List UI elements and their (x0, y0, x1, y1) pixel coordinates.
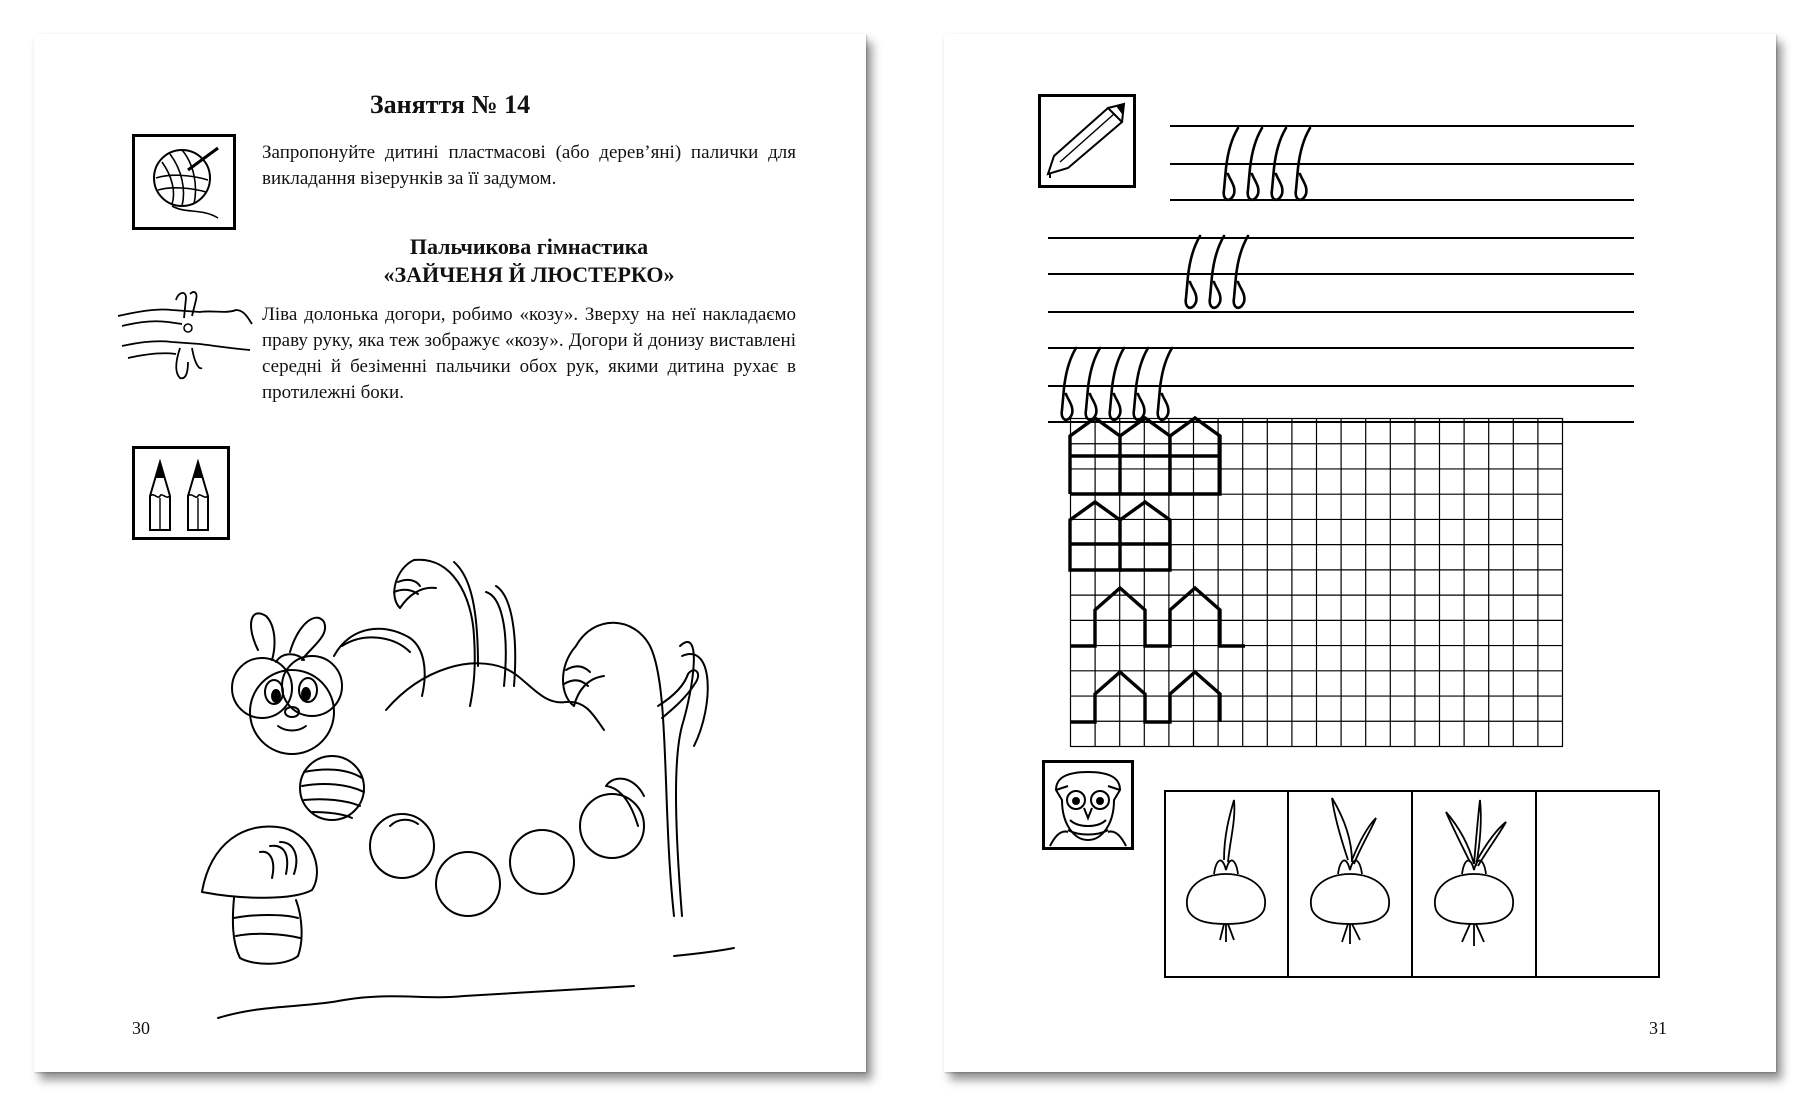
loop-glyph-row-2 (1186, 236, 1248, 308)
lesson-title: Заняття № 14 (369, 90, 531, 119)
hands-icon (116, 288, 256, 384)
bulb-one-sprout (1187, 800, 1265, 942)
gymnastics-text: Ліва долонька догори, робимо «козу». Зверху на неї накладаємо праву руку, яка теж зображує «козу». Догори й донизу виставлені середні й безіменні пальчики обох рук, якими дитина рухає в протилежні боки. (262, 304, 796, 403)
picture-sequence (1164, 790, 1660, 978)
gymnastics-heading: Пальчикова гімнастика (409, 234, 649, 259)
owl-icon (1042, 760, 1134, 850)
pattern-grid (1070, 418, 1564, 748)
caterpillar-illustration (174, 556, 794, 1036)
loop-glyph-row-3 (1062, 348, 1172, 420)
right-page (944, 34, 1776, 1072)
intro-text: Запропонуйте дитині пластмасові (або дерев’яні) палички для викладання візерунків за її задумом. (262, 142, 796, 189)
page-number-left: 30 (132, 1018, 150, 1038)
left-page (34, 34, 866, 1072)
two-pencils-icon (132, 446, 230, 540)
page-number-right: 31 (1649, 1018, 1667, 1038)
bulb-two-sprouts (1311, 798, 1389, 944)
writing-lines (1044, 84, 1644, 444)
bulb-three-sprouts (1435, 800, 1513, 946)
yarn-ball-icon (132, 134, 236, 230)
gymnastics-name: «ЗАЙЧЕНЯ Й ЛЮСТЕРКО» (383, 262, 675, 287)
